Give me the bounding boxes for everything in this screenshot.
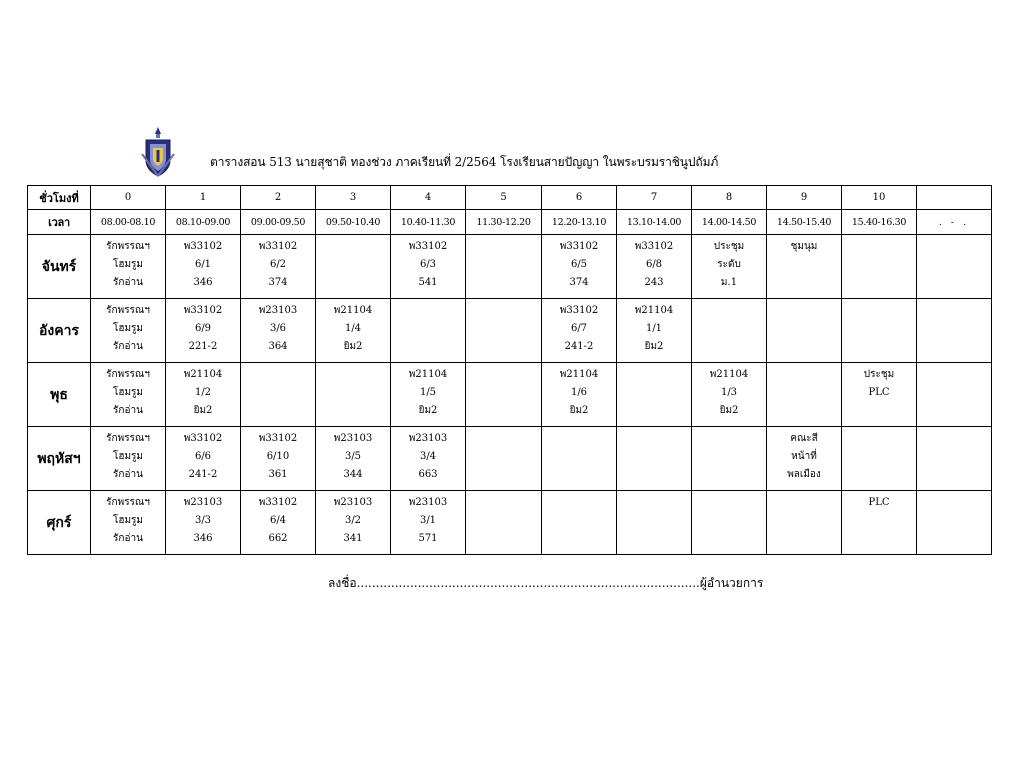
cell-line: PLC bbox=[868, 387, 890, 398]
cell-line: 6/3 bbox=[419, 259, 437, 270]
cell-line: โฮมรูม bbox=[112, 259, 144, 270]
cell-content bbox=[166, 363, 240, 420]
schedule-cell bbox=[241, 491, 316, 555]
schedule-cell bbox=[617, 491, 692, 555]
schedule-cell bbox=[692, 299, 767, 363]
cell-content bbox=[91, 363, 165, 420]
day-row bbox=[28, 299, 992, 363]
cell-line: 221-2 bbox=[188, 341, 218, 352]
cell-content bbox=[166, 427, 240, 484]
cell-line: รักพรรณฯ bbox=[106, 433, 150, 444]
cell-content bbox=[466, 299, 541, 302]
schedule-cell bbox=[542, 235, 617, 299]
cell-content bbox=[542, 427, 616, 430]
cell-content bbox=[391, 235, 465, 292]
schedule-cell bbox=[241, 427, 316, 491]
cell-line: พ23103 bbox=[333, 497, 373, 508]
schedule-cell bbox=[542, 299, 617, 363]
cell-content bbox=[316, 363, 390, 366]
cell-content bbox=[166, 299, 240, 356]
cell-content bbox=[692, 427, 766, 430]
day-row bbox=[28, 427, 992, 491]
time-slot: 14.50-15.40 bbox=[767, 210, 842, 235]
schedule-cell bbox=[316, 299, 391, 363]
schedule-cell bbox=[692, 427, 767, 491]
cell-line: 344 bbox=[343, 469, 363, 480]
period-number: 9 bbox=[767, 186, 842, 210]
schedule-cell bbox=[617, 235, 692, 299]
schedule-cell bbox=[91, 363, 166, 427]
cell-content bbox=[466, 491, 541, 494]
cell-content bbox=[917, 363, 991, 366]
cell-line: 346 bbox=[193, 533, 213, 544]
cell-content bbox=[241, 427, 315, 484]
schedule-cell bbox=[466, 363, 542, 427]
cell-line: 6/4 bbox=[269, 515, 287, 526]
cell-line: พ33102 bbox=[183, 305, 223, 316]
cell-line: รักอ่าน bbox=[113, 405, 143, 416]
cell-content bbox=[842, 235, 916, 238]
cell-line: ประชุม bbox=[863, 369, 895, 380]
cell-line: ระดับ bbox=[717, 259, 741, 270]
cell-content bbox=[617, 235, 691, 292]
period-number: 0 bbox=[91, 186, 166, 210]
school-crest-icon bbox=[140, 126, 176, 178]
cell-content bbox=[542, 299, 616, 356]
day-name: จันทร์ bbox=[28, 235, 91, 299]
cell-line: 571 bbox=[418, 533, 438, 544]
day-name: พุธ bbox=[28, 363, 91, 427]
schedule-cell bbox=[241, 299, 316, 363]
cell-line: 374 bbox=[268, 277, 288, 288]
schedule-cell bbox=[617, 299, 692, 363]
cell-content bbox=[842, 299, 916, 302]
period-number: 5 bbox=[466, 186, 542, 210]
cell-content bbox=[91, 299, 165, 356]
schedule-cell bbox=[842, 299, 917, 363]
cell-content bbox=[767, 427, 841, 484]
cell-line: รักอ่าน bbox=[113, 277, 143, 288]
time-slot: 14.00-14.50 bbox=[692, 210, 767, 235]
day-name: ศุกร์ bbox=[28, 491, 91, 555]
time-slot: 08.00-08.10 bbox=[91, 210, 166, 235]
cell-content bbox=[692, 491, 766, 494]
day-row bbox=[28, 363, 992, 427]
cell-line: รักพรรณฯ bbox=[106, 369, 150, 380]
cell-line: พ23103 bbox=[408, 497, 448, 508]
document-title: ตารางสอน 513 นายสุชาติ ทองช่วง ภาคเรียนที่ 2/2564 โรงเรียนสายปัญญา ในพระบรมราชินูปถัมภ์ bbox=[210, 155, 719, 169]
cell-line: 3/5 bbox=[344, 451, 362, 462]
cell-line: 243 bbox=[644, 277, 664, 288]
schedule-cell bbox=[542, 363, 617, 427]
cell-line: 374 bbox=[569, 277, 589, 288]
timetable bbox=[27, 185, 992, 555]
signature-line: ลงชื่อ..........................................................................................ผู้อำนวยการ bbox=[328, 576, 764, 590]
cell-line: 341 bbox=[343, 533, 363, 544]
cell-line: พ33102 bbox=[258, 241, 298, 252]
cell-content bbox=[316, 299, 390, 356]
cell-line: พ21104 bbox=[634, 305, 674, 316]
cell-line: 1/6 bbox=[570, 387, 588, 398]
time-slot: 15.40-16.30 bbox=[842, 210, 917, 235]
cell-content bbox=[91, 235, 165, 292]
cell-content bbox=[466, 427, 541, 430]
period-number: 4 bbox=[391, 186, 466, 210]
cell-content bbox=[542, 363, 616, 420]
schedule-cell bbox=[692, 491, 767, 555]
cell-line: ยิม2 bbox=[569, 405, 589, 416]
cell-line: พ33102 bbox=[559, 241, 599, 252]
cell-content bbox=[241, 235, 315, 292]
schedule-cell bbox=[316, 491, 391, 555]
cell-line: ชุมนุม bbox=[790, 241, 818, 252]
cell-line: 6/9 bbox=[194, 323, 212, 334]
cell-line: คณะสี bbox=[790, 433, 818, 444]
cell-content bbox=[917, 235, 991, 238]
schedule-cell bbox=[842, 491, 917, 555]
schedule-cell bbox=[767, 235, 842, 299]
cell-line: 346 bbox=[193, 277, 213, 288]
cell-line: ม.1 bbox=[720, 277, 738, 288]
cell-line: ประชุม bbox=[713, 241, 745, 252]
time-slot: 09.50-10.40 bbox=[316, 210, 391, 235]
cell-content bbox=[917, 427, 991, 430]
period-header-label: ชั่วโมงที่ bbox=[28, 186, 91, 210]
cell-content bbox=[842, 363, 916, 402]
time-row bbox=[28, 210, 992, 235]
cell-line: 3/2 bbox=[344, 515, 362, 526]
cell-content bbox=[842, 491, 916, 512]
cell-line: พ23103 bbox=[408, 433, 448, 444]
schedule-cell bbox=[767, 299, 842, 363]
cell-line: รักพรรณฯ bbox=[106, 305, 150, 316]
schedule-cell bbox=[91, 491, 166, 555]
schedule-cell bbox=[241, 363, 316, 427]
schedule-cell bbox=[166, 491, 241, 555]
cell-content bbox=[542, 491, 616, 494]
schedule-cell bbox=[91, 427, 166, 491]
cell-content bbox=[617, 299, 691, 356]
cell-line: 3/4 bbox=[419, 451, 437, 462]
schedule-cell bbox=[166, 299, 241, 363]
cell-content bbox=[692, 235, 766, 292]
cell-line: พ33102 bbox=[634, 241, 674, 252]
period-number: 1 bbox=[166, 186, 241, 210]
cell-line: พ33102 bbox=[258, 433, 298, 444]
schedule-cell bbox=[391, 235, 466, 299]
schedule-cell bbox=[917, 299, 992, 363]
cell-content bbox=[917, 299, 991, 302]
cell-line: 241-2 bbox=[188, 469, 218, 480]
schedule-cell bbox=[391, 427, 466, 491]
day-row bbox=[28, 235, 992, 299]
cell-line: 3/3 bbox=[194, 515, 212, 526]
cell-content bbox=[692, 363, 766, 420]
cell-line: โฮมรูม bbox=[112, 451, 144, 462]
cell-line: 6/1 bbox=[194, 259, 212, 270]
cell-line: 1/1 bbox=[645, 323, 663, 334]
cell-line: ยิม2 bbox=[193, 405, 213, 416]
cell-line: PLC bbox=[868, 497, 890, 508]
schedule-cell bbox=[466, 235, 542, 299]
cell-line: พ21104 bbox=[559, 369, 599, 380]
day-name: อังคาร bbox=[28, 299, 91, 363]
cell-content bbox=[767, 235, 841, 256]
schedule-cell bbox=[842, 235, 917, 299]
cell-line: 3/1 bbox=[419, 515, 437, 526]
cell-content bbox=[767, 363, 841, 366]
schedule-cell bbox=[917, 235, 992, 299]
cell-line: 1/2 bbox=[194, 387, 212, 398]
cell-line: พ33102 bbox=[183, 433, 223, 444]
cell-content bbox=[842, 427, 916, 430]
cell-content bbox=[466, 363, 541, 366]
schedule-cell bbox=[316, 235, 391, 299]
schedule-cell bbox=[842, 363, 917, 427]
schedule-cell bbox=[466, 299, 542, 363]
cell-line: พ23103 bbox=[258, 305, 298, 316]
period-number bbox=[917, 186, 992, 210]
schedule-cell bbox=[166, 235, 241, 299]
cell-line: 6/6 bbox=[194, 451, 212, 462]
schedule-cell bbox=[166, 427, 241, 491]
cell-content bbox=[767, 299, 841, 302]
cell-content bbox=[316, 491, 390, 548]
cell-line: 241-2 bbox=[564, 341, 594, 352]
cell-line: 3/6 bbox=[269, 323, 287, 334]
cell-content bbox=[241, 491, 315, 548]
cell-content bbox=[692, 299, 766, 302]
cell-line: รักอ่าน bbox=[113, 341, 143, 352]
time-slot: . - . bbox=[917, 210, 992, 235]
schedule-cell bbox=[617, 427, 692, 491]
cell-line: ยิม2 bbox=[418, 405, 438, 416]
cell-content bbox=[91, 427, 165, 484]
cell-content bbox=[241, 363, 315, 366]
cell-content bbox=[316, 427, 390, 484]
day-row bbox=[28, 491, 992, 555]
schedule-cell bbox=[767, 491, 842, 555]
schedule-cell bbox=[542, 427, 617, 491]
cell-line: 541 bbox=[418, 277, 438, 288]
cell-line: พ21104 bbox=[709, 369, 749, 380]
schedule-cell bbox=[91, 235, 166, 299]
cell-line: โฮมรูม bbox=[112, 387, 144, 398]
schedule-cell bbox=[466, 427, 542, 491]
schedule-cell bbox=[767, 363, 842, 427]
period-number: 2 bbox=[241, 186, 316, 210]
cell-line: 1/3 bbox=[720, 387, 738, 398]
cell-line: รักอ่าน bbox=[113, 469, 143, 480]
cell-line: พลเมือง bbox=[787, 469, 821, 480]
cell-line: พ33102 bbox=[183, 241, 223, 252]
cell-line: พ33102 bbox=[408, 241, 448, 252]
cell-line: 6/7 bbox=[570, 323, 588, 334]
schedule-cell bbox=[692, 363, 767, 427]
period-number: 3 bbox=[316, 186, 391, 210]
schedule-cell bbox=[316, 363, 391, 427]
period-header-row bbox=[28, 186, 992, 210]
cell-content bbox=[617, 363, 691, 366]
schedule-cell bbox=[241, 235, 316, 299]
time-slot: 09.00-09.50 bbox=[241, 210, 316, 235]
cell-line: รักพรรณฯ bbox=[106, 241, 150, 252]
cell-content bbox=[767, 491, 841, 494]
cell-line: พ33102 bbox=[559, 305, 599, 316]
cell-content bbox=[391, 363, 465, 420]
cell-line: พ21104 bbox=[183, 369, 223, 380]
cell-content bbox=[542, 235, 616, 292]
cell-content bbox=[391, 427, 465, 484]
cell-line: หน้าที่ bbox=[791, 451, 817, 462]
cell-line: พ23103 bbox=[183, 497, 223, 508]
cell-content bbox=[917, 491, 991, 494]
cell-line: 6/10 bbox=[266, 451, 290, 462]
cell-line: 361 bbox=[268, 469, 288, 480]
time-slot: 12.20-13.10 bbox=[542, 210, 617, 235]
schedule-cell bbox=[391, 491, 466, 555]
period-number: 10 bbox=[842, 186, 917, 210]
period-number: 8 bbox=[692, 186, 767, 210]
cell-content bbox=[617, 491, 691, 494]
cell-line: โฮมรูม bbox=[112, 515, 144, 526]
period-number: 7 bbox=[617, 186, 692, 210]
schedule-cell bbox=[391, 299, 466, 363]
cell-content bbox=[166, 235, 240, 292]
cell-content bbox=[466, 235, 541, 238]
cell-line: 6/8 bbox=[645, 259, 663, 270]
cell-line: 663 bbox=[418, 469, 438, 480]
schedule-cell bbox=[91, 299, 166, 363]
time-label: เวลา bbox=[28, 210, 91, 235]
schedule-cell bbox=[842, 427, 917, 491]
cell-line: โฮมรูม bbox=[112, 323, 144, 334]
cell-line: ยิม2 bbox=[343, 341, 363, 352]
schedule-cell bbox=[391, 363, 466, 427]
time-slot: 11.30-12.20 bbox=[466, 210, 542, 235]
cell-line: 662 bbox=[268, 533, 288, 544]
schedule-cell bbox=[767, 427, 842, 491]
schedule-cell bbox=[316, 427, 391, 491]
time-slot: 08.10-09.00 bbox=[166, 210, 241, 235]
cell-line: รักพรรณฯ bbox=[106, 497, 150, 508]
cell-line: พ23103 bbox=[333, 433, 373, 444]
cell-content bbox=[391, 299, 465, 302]
cell-content bbox=[316, 235, 390, 238]
cell-line: ยิม2 bbox=[719, 405, 739, 416]
cell-line: 6/5 bbox=[570, 259, 588, 270]
period-number: 6 bbox=[542, 186, 617, 210]
cell-line: พ21104 bbox=[408, 369, 448, 380]
cell-content bbox=[166, 491, 240, 548]
cell-line: พ33102 bbox=[258, 497, 298, 508]
cell-line: ยิม2 bbox=[644, 341, 664, 352]
cell-line: 1/4 bbox=[344, 323, 362, 334]
cell-line: 6/2 bbox=[269, 259, 287, 270]
cell-line: พ21104 bbox=[333, 305, 373, 316]
schedule-cell bbox=[917, 491, 992, 555]
cell-line: รักอ่าน bbox=[113, 533, 143, 544]
cell-content bbox=[391, 491, 465, 548]
schedule-cell bbox=[466, 491, 542, 555]
schedule-cell bbox=[917, 427, 992, 491]
cell-content bbox=[617, 427, 691, 430]
cell-line: 364 bbox=[268, 341, 288, 352]
schedule-cell bbox=[166, 363, 241, 427]
cell-content bbox=[241, 299, 315, 356]
cell-content bbox=[91, 491, 165, 548]
schedule-cell bbox=[917, 363, 992, 427]
time-slot: 13.10-14.00 bbox=[617, 210, 692, 235]
cell-line: 1/5 bbox=[419, 387, 437, 398]
schedule-cell bbox=[542, 491, 617, 555]
time-slot: 10.40-11.30 bbox=[391, 210, 466, 235]
day-name: พฤหัสฯ bbox=[28, 427, 91, 491]
schedule-cell bbox=[617, 363, 692, 427]
schedule-cell bbox=[692, 235, 767, 299]
